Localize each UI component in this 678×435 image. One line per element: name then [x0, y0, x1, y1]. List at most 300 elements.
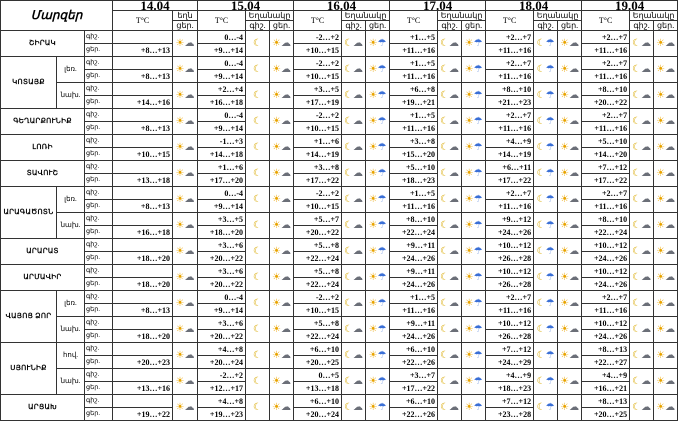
- temp-night: +6…+10: [390, 343, 438, 356]
- temp-night: +6…+10: [294, 395, 342, 408]
- temp-night: +9…+11: [390, 265, 438, 278]
- temp-night: 0…-4: [198, 31, 246, 44]
- weather-header: եղն: [173, 11, 198, 21]
- temp-day: +12…+17: [198, 382, 246, 395]
- temp-night: +5…+8: [294, 265, 342, 278]
- sun-cloud-icon: ☀☁: [654, 369, 678, 395]
- temp-day: +16…+21: [582, 382, 630, 395]
- sun-rain-icon: ☀☂: [462, 187, 486, 213]
- temp-night: 0…-4: [198, 57, 246, 70]
- sun-rain-icon: ☀☂: [366, 343, 390, 369]
- moon-cloud-icon: ☾☁: [438, 265, 462, 291]
- moon-rain-icon: ☾☂: [534, 343, 558, 369]
- temp-day: +11…+16: [486, 122, 534, 135]
- temp-night: +1…+6: [198, 161, 246, 174]
- moon-cloud-icon: ☾☁: [342, 343, 366, 369]
- temp-day: +22…+24: [390, 226, 438, 239]
- sun-cloud-icon: ☀☁: [173, 83, 198, 109]
- temp-day: +10…+15: [294, 304, 342, 317]
- temp-day: +16…+18: [198, 96, 246, 109]
- temp-night: +10…+12: [486, 317, 534, 330]
- temp-day: +24…+26: [582, 278, 630, 291]
- temp-night: -2…+2: [294, 187, 342, 200]
- sun-rain-icon: ☀☂: [462, 239, 486, 265]
- temp-day: +17…+22: [294, 174, 342, 187]
- temp-night: -2…+2: [294, 109, 342, 122]
- sun-cloud-icon: ☀☁: [173, 369, 198, 395]
- tc-header: T°C: [582, 11, 630, 31]
- temp-day: +11…+16: [390, 70, 438, 83]
- moon-cloud-icon: ☾☁: [438, 57, 462, 83]
- sun-cloud-icon: ☀☁: [270, 291, 294, 317]
- temp-night: [113, 135, 173, 148]
- sun-rain-icon: ☀☂: [366, 135, 390, 161]
- temp-night: +7…+12: [582, 161, 630, 174]
- moon-cloud-icon: ☾☁: [342, 57, 366, 83]
- moon-icon: ☾: [246, 31, 270, 57]
- temp-day: +10…+15: [294, 70, 342, 83]
- temp-night: +10…+12: [486, 239, 534, 252]
- region-part: լեռ.: [57, 291, 85, 317]
- temp-day: +9…+14: [198, 44, 246, 57]
- sun-cloud-icon: ☀☁: [654, 83, 678, 109]
- moon-icon: ☾: [246, 83, 270, 109]
- night-label: գիշ.: [85, 83, 113, 96]
- sun-rain-icon: ☀☂: [462, 213, 486, 239]
- night-label: գիշ.: [85, 135, 113, 148]
- temp-day: +11…+16: [582, 44, 630, 57]
- temp-night: +4…+9: [486, 135, 534, 148]
- temp-night: +5…+10: [390, 161, 438, 174]
- sun-rain-icon: ☀☂: [462, 109, 486, 135]
- sun-cloud-icon: ☀☁: [558, 291, 582, 317]
- temp-night: [113, 239, 173, 252]
- temp-night: +1…+5: [390, 109, 438, 122]
- temp-night: +2…+7: [486, 57, 534, 70]
- temp-day: +9…+14: [198, 70, 246, 83]
- sun-cloud-icon: ☀☁: [173, 109, 198, 135]
- temp-day: +20…+23: [113, 356, 173, 369]
- sun-cloud-icon: ☀☁: [654, 239, 678, 265]
- temp-night: +8…+10: [582, 83, 630, 96]
- date-header: 19.04: [582, 1, 678, 11]
- sun-cloud-icon: ☀☁: [654, 291, 678, 317]
- moon-cloud-icon: ☾☁: [438, 343, 462, 369]
- day-label: ցեր.: [85, 174, 113, 187]
- temp-night: -2…+2: [294, 31, 342, 44]
- tc-header: T°C: [294, 11, 342, 31]
- temp-night: +1…+5: [390, 291, 438, 304]
- temp-night: +2…+7: [582, 109, 630, 122]
- sun-rain-icon: ☀☂: [366, 109, 390, 135]
- temp-day: +10…+15: [294, 200, 342, 213]
- moon-cloud-icon: ☾☁: [630, 161, 654, 187]
- temp-day: +20…+22: [198, 252, 246, 265]
- day-header: ցեր.: [270, 21, 294, 31]
- temp-day: +8…+13: [113, 200, 173, 213]
- temp-day: +18…+23: [390, 174, 438, 187]
- temp-night: +3…+6: [198, 317, 246, 330]
- temp-day: +16…+18: [113, 226, 173, 239]
- sun-rain-icon: ☀☂: [462, 369, 486, 395]
- temp-day: +26…+28: [486, 330, 534, 343]
- moon-cloud-icon: ☾☁: [342, 109, 366, 135]
- temp-night: +4…+9: [486, 369, 534, 382]
- temp-night: +3…+5: [198, 213, 246, 226]
- moon-icon: ☾: [246, 109, 270, 135]
- region-part: լեռ.: [57, 187, 85, 213]
- temp-day: +14…+18: [198, 148, 246, 161]
- night-label: գիշ.: [85, 161, 113, 174]
- temp-day: +14…+16: [113, 96, 173, 109]
- moon-cloud-icon: ☾☁: [438, 317, 462, 343]
- day-header: ցեր.: [462, 21, 486, 31]
- temp-day: +19…+21: [390, 96, 438, 109]
- temp-night: +8…+13: [582, 343, 630, 356]
- temp-day: +14…+19: [294, 148, 342, 161]
- temp-night: +4…+8: [198, 395, 246, 408]
- sun-cloud-icon: ☀☁: [173, 31, 198, 57]
- region-name: ԱՐՑԱԽ: [1, 395, 85, 421]
- temp-day: +8…+13: [113, 122, 173, 135]
- temp-night: +10…+12: [582, 265, 630, 278]
- temp-day: +19…+22: [113, 408, 173, 421]
- sun-cloud-icon: ☀☁: [654, 135, 678, 161]
- moon-rain-icon: ☾☂: [534, 187, 558, 213]
- sun-cloud-icon: ☀☁: [270, 57, 294, 83]
- temp-day: +13…+18: [294, 382, 342, 395]
- moon-cloud-icon: ☾☁: [342, 135, 366, 161]
- region-name: ԼՈՌԻ: [1, 135, 85, 161]
- moon-icon: ☾: [246, 161, 270, 187]
- temp-night: +8…+13: [582, 395, 630, 408]
- temp-day: +24…+26: [486, 226, 534, 239]
- moon-rain-icon: ☾☂: [534, 395, 558, 421]
- region-name: ԳԵՂԱՐՔՈՒՆԻՔ: [1, 109, 85, 135]
- sun-cloud-icon: ☀☁: [654, 57, 678, 83]
- moon-rain-icon: ☾☂: [534, 135, 558, 161]
- sun-rain-icon: ☀☂: [366, 395, 390, 421]
- temp-day: +9…+14: [198, 200, 246, 213]
- moon-cloud-icon: ☾☁: [342, 395, 366, 421]
- weather-header: Եղանակը: [246, 11, 294, 21]
- temp-night: +8…+10: [390, 213, 438, 226]
- sun-cloud-icon: ☀☁: [558, 31, 582, 57]
- night-header: գիշ.: [534, 21, 558, 31]
- temp-day: +13…+16: [113, 382, 173, 395]
- sun-cloud-icon: ☀☁: [654, 161, 678, 187]
- temp-night: [113, 31, 173, 44]
- region-part: լեռ.: [57, 57, 85, 83]
- day-label: ցեր.: [85, 122, 113, 135]
- sun-cloud-icon: ☀☁: [558, 369, 582, 395]
- temp-day: +8…+13: [113, 304, 173, 317]
- region-part: հով.: [57, 343, 85, 369]
- temp-day: +14…+19: [486, 148, 534, 161]
- temp-night: 0…-4: [198, 291, 246, 304]
- moon-cloud-icon: ☾☁: [438, 31, 462, 57]
- temp-night: +10…+12: [582, 239, 630, 252]
- temp-day: +23…+28: [486, 408, 534, 421]
- temp-day: +18…+20: [113, 330, 173, 343]
- sun-cloud-icon: ☀☁: [270, 31, 294, 57]
- temp-day: +22…+26: [390, 356, 438, 369]
- temp-night: +6…+8: [390, 83, 438, 96]
- temp-day: +20…+25: [294, 356, 342, 369]
- sun-cloud-icon: ☀☁: [270, 161, 294, 187]
- temp-day: +15…+20: [390, 148, 438, 161]
- sun-rain-icon: ☀☂: [366, 369, 390, 395]
- sun-cloud-icon: ☀☁: [270, 317, 294, 343]
- tc-header: T°C: [113, 11, 173, 31]
- sun-rain-icon: ☀☂: [366, 291, 390, 317]
- temp-day: +24…+26: [390, 330, 438, 343]
- sun-cloud-icon: ☀☁: [558, 239, 582, 265]
- temp-day: +18…+20: [113, 252, 173, 265]
- temp-night: +2…+7: [582, 31, 630, 44]
- tc-header: T°C: [198, 11, 246, 31]
- region-name: ՎԱՅՈՑ ՁՈՐ: [1, 291, 57, 343]
- temp-day: +24…+26: [582, 330, 630, 343]
- moon-rain-icon: ☾☂: [534, 109, 558, 135]
- sun-cloud-icon: ☀☁: [558, 395, 582, 421]
- moon-rain-icon: ☾☂: [534, 213, 558, 239]
- temp-night: +1…+5: [390, 187, 438, 200]
- temp-day: +24…+26: [390, 252, 438, 265]
- temp-day: +11…+16: [486, 200, 534, 213]
- sun-cloud-icon: ☀☁: [654, 109, 678, 135]
- moon-cloud-icon: ☾☁: [438, 291, 462, 317]
- moon-rain-icon: ☾☂: [534, 83, 558, 109]
- sun-cloud-icon: ☀☁: [654, 265, 678, 291]
- sun-cloud-icon: ☀☁: [173, 57, 198, 83]
- sun-rain-icon: ☀☂: [462, 57, 486, 83]
- moon-cloud-icon: ☾☁: [438, 109, 462, 135]
- temp-night: +3…+5: [294, 83, 342, 96]
- temp-night: 0…+5: [294, 369, 342, 382]
- moon-icon: ☾: [246, 239, 270, 265]
- moon-rain-icon: ☾☂: [534, 265, 558, 291]
- night-label: գիշ.: [85, 343, 113, 356]
- sun-rain-icon: ☀☂: [366, 187, 390, 213]
- temp-day: +18…+20: [198, 226, 246, 239]
- sun-cloud-icon: ☀☁: [654, 343, 678, 369]
- sun-cloud-icon: ☀☁: [173, 135, 198, 161]
- temp-day: +11…+16: [582, 70, 630, 83]
- moon-cloud-icon: ☾☁: [630, 57, 654, 83]
- day-header: ցեր.: [654, 21, 678, 31]
- temp-day: +20…+22: [582, 96, 630, 109]
- temp-day: +13…+18: [113, 174, 173, 187]
- sun-cloud-icon: ☀☁: [558, 109, 582, 135]
- moon-cloud-icon: ☾☁: [438, 83, 462, 109]
- temp-night: +6…+10: [390, 395, 438, 408]
- temp-day: +11…+16: [390, 304, 438, 317]
- sun-rain-icon: ☀☂: [462, 395, 486, 421]
- temp-night: +2…+7: [582, 187, 630, 200]
- sun-cloud-icon: ☀☁: [558, 213, 582, 239]
- sun-cloud-icon: ☀☁: [558, 317, 582, 343]
- night-label: գիշ.: [85, 369, 113, 382]
- moon-cloud-icon: ☾☁: [342, 317, 366, 343]
- moon-cloud-icon: ☾☁: [438, 213, 462, 239]
- temp-night: +6…+10: [294, 343, 342, 356]
- temp-night: +1…+5: [390, 57, 438, 70]
- moon-cloud-icon: ☾☁: [630, 343, 654, 369]
- temp-night: +9…+12: [486, 213, 534, 226]
- temp-day: +8…+13: [113, 70, 173, 83]
- sun-cloud-icon: ☀☁: [654, 395, 678, 421]
- sun-cloud-icon: ☀☁: [270, 135, 294, 161]
- night-label: գիշ.: [85, 291, 113, 304]
- temp-night: [113, 161, 173, 174]
- temp-night: [113, 291, 173, 304]
- temp-day: +10…+15: [113, 148, 173, 161]
- day-label: ցեր.: [85, 148, 113, 161]
- temp-night: +2…+7: [582, 291, 630, 304]
- sun-cloud-icon: ☀☁: [558, 135, 582, 161]
- temp-day: +24…+26: [582, 252, 630, 265]
- region-part: նախ.: [57, 213, 85, 239]
- sun-cloud-icon: ☀☁: [558, 265, 582, 291]
- temp-night: +10…+12: [486, 265, 534, 278]
- day-label: ցեր.: [85, 252, 113, 265]
- temp-night: [113, 317, 173, 330]
- sun-rain-icon: ☀☂: [462, 265, 486, 291]
- moon-rain-icon: ☾☂: [534, 369, 558, 395]
- temp-day: +11…+16: [582, 304, 630, 317]
- region-name: ՇԻՐԱԿ: [1, 31, 85, 57]
- moon-cloud-icon: ☾☁: [630, 317, 654, 343]
- sun-cloud-icon: ☀☁: [558, 187, 582, 213]
- moon-cloud-icon: ☾☁: [342, 239, 366, 265]
- sun-cloud-icon: ☀☁: [558, 161, 582, 187]
- temp-night: +2…+7: [486, 187, 534, 200]
- region-name: ՏԱՎՈՒՇ: [1, 161, 85, 187]
- moon-icon: ☾: [246, 265, 270, 291]
- temp-night: +1…+5: [390, 31, 438, 44]
- temp-day: +22…+24: [294, 278, 342, 291]
- temp-night: +8…+10: [582, 213, 630, 226]
- temp-day: +20…+24: [198, 356, 246, 369]
- sun-cloud-icon: ☀☁: [173, 213, 198, 239]
- temp-day: +26…+28: [486, 278, 534, 291]
- day-label: ցեր.: [85, 96, 113, 109]
- moon-cloud-icon: ☾☁: [342, 187, 366, 213]
- moon-cloud-icon: ☾☁: [630, 187, 654, 213]
- temp-night: +3…+6: [198, 239, 246, 252]
- moon-cloud-icon: ☾☁: [630, 31, 654, 57]
- temp-day: +11…+16: [486, 304, 534, 317]
- temp-night: [113, 265, 173, 278]
- temp-night: -1…+3: [198, 135, 246, 148]
- temp-night: +7…+12: [486, 343, 534, 356]
- temp-night: +5…+8: [294, 317, 342, 330]
- temp-night: +5…+10: [582, 135, 630, 148]
- sun-cloud-icon: ☀☁: [173, 343, 198, 369]
- temp-night: 0…-4: [198, 109, 246, 122]
- sun-cloud-icon: ☀☁: [270, 369, 294, 395]
- temp-night: [113, 109, 173, 122]
- temp-day: +18…+23: [486, 382, 534, 395]
- sun-cloud-icon: ☀☁: [270, 83, 294, 109]
- sun-cloud-icon: ☀☁: [270, 187, 294, 213]
- moon-rain-icon: ☾☂: [534, 239, 558, 265]
- day-label: ցեր.: [85, 356, 113, 369]
- temp-night: +3…+6: [198, 265, 246, 278]
- temp-night: [113, 343, 173, 356]
- sun-cloud-icon: ☀☁: [173, 317, 198, 343]
- moon-cloud-icon: ☾☁: [630, 109, 654, 135]
- sun-cloud-icon: ☀☁: [270, 265, 294, 291]
- moon-cloud-icon: ☾☁: [438, 239, 462, 265]
- temp-day: +11…+16: [390, 200, 438, 213]
- temp-day: +24…+29: [486, 356, 534, 369]
- temp-night: +3…+8: [390, 135, 438, 148]
- temp-day: +11…+16: [390, 122, 438, 135]
- temp-night: [113, 213, 173, 226]
- sun-cloud-icon: ☀☁: [173, 161, 198, 187]
- moon-cloud-icon: ☾☁: [342, 31, 366, 57]
- temp-day: +22…+24: [582, 226, 630, 239]
- temp-day: +8…+13: [113, 44, 173, 57]
- sun-rain-icon: ☀☂: [462, 291, 486, 317]
- temp-night: +2…+7: [486, 109, 534, 122]
- sun-cloud-icon: ☀☁: [173, 291, 198, 317]
- day-label: ցեր.: [85, 200, 113, 213]
- moon-rain-icon: ☾☂: [534, 291, 558, 317]
- temp-day: +17…+22: [486, 174, 534, 187]
- temp-day: +19…+23: [198, 408, 246, 421]
- sun-cloud-icon: ☀☁: [173, 395, 198, 421]
- moon-icon: ☾: [246, 135, 270, 161]
- sun-cloud-icon: ☀☁: [558, 83, 582, 109]
- weather-header: Եղանակը: [342, 11, 390, 21]
- temp-day: +22…+24: [294, 330, 342, 343]
- temp-night: +6…+11: [486, 161, 534, 174]
- temp-night: +7…+12: [486, 395, 534, 408]
- day-label: ցեր.: [85, 44, 113, 57]
- moon-icon: ☾: [246, 57, 270, 83]
- date-header: 16.04: [294, 1, 390, 11]
- temp-day: +11…+16: [486, 70, 534, 83]
- sun-rain-icon: ☀☂: [462, 343, 486, 369]
- temp-day: +9…+14: [198, 122, 246, 135]
- day-header: ցեր.: [558, 21, 582, 31]
- tc-header: T°C: [486, 11, 534, 31]
- region-part: նախ.: [57, 369, 85, 395]
- night-header: գիշ.: [342, 21, 366, 31]
- day-header: ցեր.: [366, 21, 390, 31]
- moon-cloud-icon: ☾☁: [342, 213, 366, 239]
- temp-night: +2…+7: [486, 31, 534, 44]
- moon-cloud-icon: ☾☁: [438, 161, 462, 187]
- temp-day: +20…+22: [198, 278, 246, 291]
- moon-cloud-icon: ☾☁: [630, 265, 654, 291]
- date-header: 15.04: [198, 1, 294, 11]
- sun-rain-icon: ☀☂: [462, 31, 486, 57]
- moon-cloud-icon: ☾☁: [342, 265, 366, 291]
- moon-cloud-icon: ☾☁: [342, 291, 366, 317]
- temp-day: +26…+28: [486, 252, 534, 265]
- sun-cloud-icon: ☀☁: [270, 213, 294, 239]
- temp-night: +8…+10: [486, 83, 534, 96]
- sun-rain-icon: ☀☂: [366, 83, 390, 109]
- sun-rain-icon: ☀☂: [462, 83, 486, 109]
- moon-cloud-icon: ☾☁: [630, 369, 654, 395]
- sun-rain-icon: ☀☂: [366, 265, 390, 291]
- temp-night: +3…+8: [294, 161, 342, 174]
